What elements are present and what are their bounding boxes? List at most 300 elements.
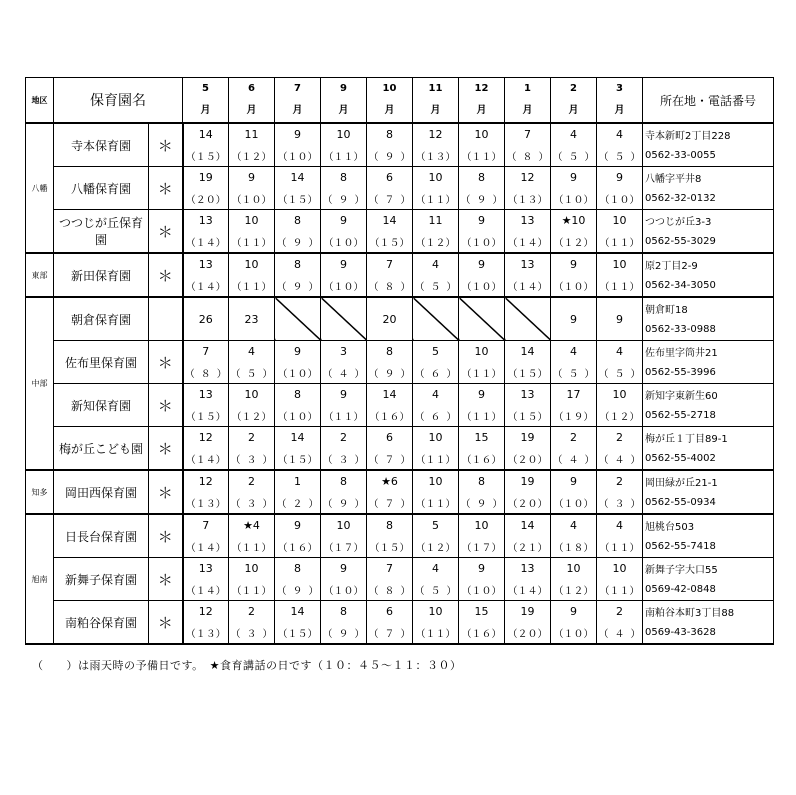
header-month-10: [367, 78, 413, 124]
table-row: [26, 427, 774, 449]
rain-day-cell: （ ８ ）: [367, 275, 413, 297]
day-cell: 8: [459, 470, 505, 492]
rain-day-cell: （１１）: [459, 362, 505, 384]
day-cell: 4: [551, 341, 597, 363]
day-cell: 10: [413, 470, 459, 492]
day-cell: 13: [505, 210, 551, 232]
school-name: 新舞子保育園: [54, 558, 149, 601]
day-cell: 4: [229, 341, 275, 363]
rain-day-cell: （ ５ ）: [413, 275, 459, 297]
rain-day-cell: （ ７ ）: [367, 188, 413, 210]
footnote: （ ）は雨天時の予備日です。 ★食育講話の日です（１０：４５～１１：３０）: [32, 659, 462, 672]
day-cell: 8: [275, 558, 321, 580]
month-number: 2: [570, 83, 577, 94]
day-cell: 10: [459, 514, 505, 536]
day-cell: 9: [321, 253, 367, 275]
day-cell: 11: [229, 123, 275, 145]
rain-day-cell: （ ８ ）: [505, 145, 551, 167]
rain-day-cell: （１７）: [321, 536, 367, 558]
month-suffix: 月: [568, 105, 579, 116]
rain-day-cell: （ ６ ）: [413, 405, 459, 427]
day-cell: 9: [321, 384, 367, 406]
school-name: 八幡保育園: [54, 167, 149, 210]
rain-day-cell: （ ５ ）: [413, 579, 459, 601]
rain-day-cell: （１１）: [321, 145, 367, 167]
region-label: 東部: [26, 253, 54, 297]
day-cell: 11: [413, 210, 459, 232]
rain-day-cell: （１４）: [505, 579, 551, 601]
school-name: 佐布里保育園: [54, 341, 149, 384]
day-cell: 8: [275, 210, 321, 232]
school-name: 新田保育園: [54, 253, 149, 297]
month-suffix: 月: [338, 105, 349, 116]
rain-day-cell: （１０）: [459, 275, 505, 297]
rain-day-cell: （ ９ ）: [275, 579, 321, 601]
rain-day-cell: （ ９ ）: [275, 231, 321, 253]
header-month-9: [321, 78, 367, 124]
rain-day-cell: （１６）: [275, 536, 321, 558]
rain-day-cell: （ ３ ）: [229, 622, 275, 644]
school-name: 朝倉保育園: [54, 297, 149, 341]
rain-day-cell: （１１）: [459, 145, 505, 167]
month-suffix: 月: [430, 105, 441, 116]
day-cell: ★6: [367, 470, 413, 492]
rain-day-cell: （ ７ ）: [367, 492, 413, 514]
rain-day-cell: （１３）: [413, 145, 459, 167]
rain-day-cell: （１４）: [183, 579, 229, 601]
mark-cell: [149, 297, 183, 341]
day-cell: 9: [459, 558, 505, 580]
rain-day-cell: （１１）: [229, 231, 275, 253]
month-number: 1: [524, 83, 531, 94]
day-cell: 10: [321, 514, 367, 536]
phone-cell: 0569-42-0848: [643, 579, 774, 601]
school-name: 岡田西保育園: [54, 470, 149, 514]
day-cell: 8: [367, 123, 413, 145]
phone-cell: 0562-55-4002: [643, 448, 774, 470]
day-cell: 7: [367, 253, 413, 275]
day-cell: 10: [321, 123, 367, 145]
address-cell: 八幡字平井8: [643, 167, 774, 189]
month-number: 11: [428, 83, 443, 94]
rain-day-cell: （１３）: [183, 492, 229, 514]
rain-day-cell: （１３）: [505, 188, 551, 210]
rain-day-cell: （１５）: [183, 405, 229, 427]
day-cell: 9: [597, 167, 643, 189]
day-cell: ★4: [229, 514, 275, 536]
day-cell: 4: [597, 341, 643, 363]
rain-day-cell: （ ４ ）: [597, 448, 643, 470]
day-cell: 9: [229, 167, 275, 189]
rain-day-cell: （２１）: [505, 536, 551, 558]
day-cell: 13: [505, 384, 551, 406]
header-row: [26, 78, 774, 124]
rain-day-cell: （１１）: [321, 405, 367, 427]
rain-day-cell: （１２）: [413, 231, 459, 253]
rain-day-cell: （１０）: [229, 188, 275, 210]
day-cell: 9: [275, 514, 321, 536]
month-suffix: 月: [384, 105, 395, 116]
header-month-6: [229, 78, 275, 124]
month-number: 9: [340, 83, 347, 94]
rain-day-cell: （ ７ ）: [367, 622, 413, 644]
rain-day-cell: （１１）: [413, 622, 459, 644]
rain-day-cell: （ ９ ）: [367, 145, 413, 167]
table-row: [26, 558, 774, 580]
day-cell: 8: [367, 514, 413, 536]
rain-day-cell: （１８）: [551, 536, 597, 558]
rain-day-cell: （１９）: [551, 405, 597, 427]
header-month-1: [505, 78, 551, 124]
rain-day-cell: （１２）: [551, 231, 597, 253]
rain-day-cell: （１５）: [275, 622, 321, 644]
rain-day-cell: （ ９ ）: [459, 188, 505, 210]
day-cell: 10: [229, 558, 275, 580]
day-cell: 4: [597, 123, 643, 145]
day-cell: 9: [551, 601, 597, 623]
phone-cell: 0562-55-3996: [643, 362, 774, 384]
school-name: 新知保育園: [54, 384, 149, 427]
rain-day-cell: （ ５ ）: [551, 145, 597, 167]
day-cell: 13: [505, 558, 551, 580]
day-cell: 14: [275, 167, 321, 189]
day-cell: 10: [597, 210, 643, 232]
day-cell: 9: [459, 253, 505, 275]
header-month-7: [275, 78, 321, 124]
rain-day-cell: （ ９ ）: [321, 492, 367, 514]
address-cell: 朝倉町18: [643, 297, 774, 319]
month-number: 6: [248, 83, 255, 94]
table-row: [26, 384, 774, 406]
month-number: 5: [202, 83, 209, 94]
rain-day-cell: （ ９ ）: [275, 275, 321, 297]
day-cell: 10: [597, 253, 643, 275]
rain-day-cell: （１３）: [183, 622, 229, 644]
rain-day-cell: （１０）: [459, 579, 505, 601]
day-cell: 12: [183, 470, 229, 492]
school-name: 寺本保育園: [54, 123, 149, 167]
rain-day-cell: （１２）: [229, 145, 275, 167]
day-cell: 4: [551, 123, 597, 145]
day-cell: 10: [229, 253, 275, 275]
table-row: [26, 470, 774, 492]
rain-day-cell: （ ３ ）: [321, 448, 367, 470]
mark-cell: ＊: [149, 210, 183, 254]
day-cell: 14: [367, 210, 413, 232]
day-cell: 8: [367, 341, 413, 363]
day-cell: 10: [459, 341, 505, 363]
header-month-12: [459, 78, 505, 124]
empty-diagonal-cell: [413, 297, 459, 341]
day-cell: 14: [275, 601, 321, 623]
day-cell: 19: [183, 167, 229, 189]
day-cell: 9: [459, 384, 505, 406]
address-cell: 新舞子字大口55: [643, 558, 774, 580]
day-cell: 2: [597, 427, 643, 449]
month-number: 7: [294, 83, 301, 94]
header-area: 地区: [26, 78, 54, 124]
phone-cell: 0562-55-3029: [643, 231, 774, 253]
day-cell: 7: [183, 514, 229, 536]
rain-day-cell: （ ３ ）: [229, 448, 275, 470]
day-cell: 2: [597, 470, 643, 492]
day-cell: 10: [597, 558, 643, 580]
rain-day-cell: （１４）: [183, 275, 229, 297]
header-school-name: 保育園名: [54, 78, 183, 124]
rain-day-cell: （１１）: [597, 231, 643, 253]
table-row: [26, 601, 774, 623]
day-cell: 9: [459, 210, 505, 232]
day-cell: 10: [413, 427, 459, 449]
day-cell: 12: [183, 427, 229, 449]
day-cell: 10: [229, 210, 275, 232]
header-month-2: [551, 78, 597, 124]
day-cell: 9: [597, 297, 643, 341]
day-cell: 5: [413, 514, 459, 536]
empty-diagonal-cell: [321, 297, 367, 341]
day-cell: 19: [505, 470, 551, 492]
region-label: 旭南: [26, 514, 54, 644]
rain-day-cell: （１１）: [597, 579, 643, 601]
phone-cell: 0562-33-0988: [643, 319, 774, 341]
day-cell: 9: [275, 123, 321, 145]
day-cell: 2: [597, 601, 643, 623]
rain-day-cell: （１４）: [505, 231, 551, 253]
table-row: [26, 297, 774, 319]
day-cell: 4: [597, 514, 643, 536]
day-cell: 13: [183, 253, 229, 275]
rain-day-cell: （１２）: [229, 405, 275, 427]
mark-cell: ＊: [149, 427, 183, 471]
day-cell: 2: [551, 427, 597, 449]
day-cell: 8: [321, 167, 367, 189]
rain-day-cell: （１２）: [551, 579, 597, 601]
rain-day-cell: （ ５ ）: [229, 362, 275, 384]
day-cell: 7: [367, 558, 413, 580]
rain-day-cell: （２０）: [505, 492, 551, 514]
empty-diagonal-cell: [505, 297, 551, 341]
day-cell: 8: [275, 253, 321, 275]
rain-day-cell: （１１）: [413, 492, 459, 514]
school-name: つつじが丘保育園: [54, 210, 149, 254]
day-cell: 8: [321, 470, 367, 492]
day-cell: 10: [597, 384, 643, 406]
rain-day-cell: （１６）: [367, 405, 413, 427]
rain-day-cell: （ ４ ）: [551, 448, 597, 470]
day-cell: 9: [551, 253, 597, 275]
phone-cell: 0562-32-0132: [643, 188, 774, 210]
mark-cell: ＊: [149, 341, 183, 384]
day-cell: 2: [229, 427, 275, 449]
address-cell: つつじが丘3-3: [643, 210, 774, 232]
address-cell: 梅が丘１丁目89-1: [643, 427, 774, 449]
day-cell: 1: [275, 470, 321, 492]
day-cell: 9: [321, 558, 367, 580]
rain-day-cell: （ ８ ）: [183, 362, 229, 384]
month-suffix: 月: [522, 105, 533, 116]
rain-day-cell: （１６）: [459, 622, 505, 644]
day-cell: 13: [505, 253, 551, 275]
day-cell: 14: [367, 384, 413, 406]
table-row: [26, 514, 774, 536]
rain-day-cell: （ ５ ）: [551, 362, 597, 384]
month-suffix: 月: [476, 105, 487, 116]
header-month-11: [413, 78, 459, 124]
phone-cell: 0562-34-3050: [643, 275, 774, 297]
day-cell: ★10: [551, 210, 597, 232]
address-cell: 原2丁目2-9: [643, 253, 774, 275]
rain-day-cell: （ ９ ）: [367, 362, 413, 384]
rain-day-cell: （ ４ ）: [597, 622, 643, 644]
school-name: 南粕谷保育園: [54, 601, 149, 645]
address-cell: 寺本新町2丁目228: [643, 123, 774, 145]
rain-day-cell: （１４）: [183, 448, 229, 470]
rain-day-cell: （１４）: [183, 231, 229, 253]
rain-day-cell: （ ７ ）: [367, 448, 413, 470]
day-cell: 14: [275, 427, 321, 449]
rain-day-cell: （１１）: [413, 188, 459, 210]
rain-day-cell: （１５）: [275, 188, 321, 210]
rain-day-cell: （ ５ ）: [597, 145, 643, 167]
table-row: [26, 210, 774, 232]
rain-day-cell: （ ６ ）: [413, 362, 459, 384]
rain-day-cell: （１５）: [367, 536, 413, 558]
phone-cell: 0569-43-3628: [643, 622, 774, 644]
mark-cell: ＊: [149, 253, 183, 297]
rain-day-cell: （１０）: [321, 579, 367, 601]
day-cell: 10: [413, 601, 459, 623]
address-cell: 南粕谷本町3丁目88: [643, 601, 774, 623]
rain-day-cell: （１５）: [505, 362, 551, 384]
rain-day-cell: （１１）: [413, 448, 459, 470]
school-name: 日長台保育園: [54, 514, 149, 558]
table-row: [26, 341, 774, 363]
mark-cell: ＊: [149, 384, 183, 427]
month-suffix: 月: [246, 105, 257, 116]
rain-day-cell: （１０）: [551, 492, 597, 514]
day-cell: 8: [321, 601, 367, 623]
mark-cell: ＊: [149, 558, 183, 601]
rain-day-cell: （ ５ ）: [597, 362, 643, 384]
rain-day-cell: （２０）: [505, 448, 551, 470]
day-cell: 26: [183, 297, 229, 341]
rain-day-cell: （１５）: [367, 231, 413, 253]
rain-day-cell: （１０）: [321, 275, 367, 297]
day-cell: 5: [413, 341, 459, 363]
phone-cell: 0562-55-7418: [643, 536, 774, 558]
day-cell: 8: [459, 167, 505, 189]
rain-day-cell: （２０）: [183, 188, 229, 210]
month-number: 12: [474, 83, 489, 94]
day-cell: 2: [321, 427, 367, 449]
rain-day-cell: （ ３ ）: [597, 492, 643, 514]
day-cell: 4: [551, 514, 597, 536]
empty-diagonal-cell: [275, 297, 321, 341]
day-cell: 9: [275, 341, 321, 363]
mark-cell: ＊: [149, 601, 183, 645]
rain-day-cell: （１１）: [597, 536, 643, 558]
day-cell: 12: [505, 167, 551, 189]
day-cell: 17: [551, 384, 597, 406]
day-cell: 4: [413, 558, 459, 580]
day-cell: 19: [505, 601, 551, 623]
rain-day-cell: （１１）: [597, 275, 643, 297]
mark-cell: ＊: [149, 123, 183, 167]
day-cell: 6: [367, 167, 413, 189]
header-month-3: [597, 78, 643, 124]
day-cell: 4: [413, 384, 459, 406]
rain-day-cell: （１０）: [459, 231, 505, 253]
rain-day-cell: （１２）: [597, 405, 643, 427]
day-cell: 9: [551, 167, 597, 189]
rain-day-cell: （ ９ ）: [321, 622, 367, 644]
rain-day-cell: （１０）: [275, 362, 321, 384]
day-cell: 9: [321, 210, 367, 232]
empty-diagonal-cell: [459, 297, 505, 341]
schedule-table: [25, 77, 774, 645]
day-cell: 15: [459, 427, 505, 449]
day-cell: 9: [551, 297, 597, 341]
rain-day-cell: （１１）: [229, 275, 275, 297]
rain-day-cell: （１２）: [413, 536, 459, 558]
rain-day-cell: （１１）: [459, 405, 505, 427]
day-cell: 10: [413, 167, 459, 189]
rain-day-cell: （１７）: [459, 536, 505, 558]
month-suffix: 月: [200, 105, 211, 116]
rain-day-cell: （１０）: [275, 405, 321, 427]
month-number: 3: [616, 83, 623, 94]
table-row: [26, 253, 774, 275]
rain-day-cell: （１０）: [551, 622, 597, 644]
day-cell: 2: [229, 601, 275, 623]
day-cell: 10: [551, 558, 597, 580]
day-cell: 19: [505, 427, 551, 449]
phone-cell: 0562-33-0055: [643, 145, 774, 167]
day-cell: 7: [505, 123, 551, 145]
address-cell: 旭桃台503: [643, 514, 774, 536]
address-cell: 佐布里字筒井21: [643, 341, 774, 363]
day-cell: 13: [183, 210, 229, 232]
rain-day-cell: （１５）: [275, 448, 321, 470]
rain-day-cell: （１４）: [183, 536, 229, 558]
region-label: 八幡: [26, 123, 54, 253]
day-cell: 13: [183, 558, 229, 580]
rain-day-cell: （１５）: [183, 145, 229, 167]
rain-day-cell: （１０）: [597, 188, 643, 210]
month-suffix: 月: [292, 105, 303, 116]
address-cell: 新知字東新生60: [643, 384, 774, 406]
day-cell: 14: [183, 123, 229, 145]
day-cell: 12: [413, 123, 459, 145]
day-cell: 20: [367, 297, 413, 341]
rain-day-cell: （１１）: [229, 579, 275, 601]
mark-cell: ＊: [149, 470, 183, 514]
mark-cell: ＊: [149, 167, 183, 210]
day-cell: 6: [367, 427, 413, 449]
rain-day-cell: （ ９ ）: [321, 188, 367, 210]
day-cell: 10: [459, 123, 505, 145]
day-cell: 12: [183, 601, 229, 623]
day-cell: 14: [505, 514, 551, 536]
rain-day-cell: （ ２ ）: [275, 492, 321, 514]
header-address: 所在地・電話番号: [643, 78, 774, 124]
rain-day-cell: （１０）: [551, 275, 597, 297]
day-cell: 23: [229, 297, 275, 341]
region-label: 知多: [26, 470, 54, 514]
day-cell: 6: [367, 601, 413, 623]
rain-day-cell: （ ９ ）: [459, 492, 505, 514]
rain-day-cell: （ ４ ）: [321, 362, 367, 384]
